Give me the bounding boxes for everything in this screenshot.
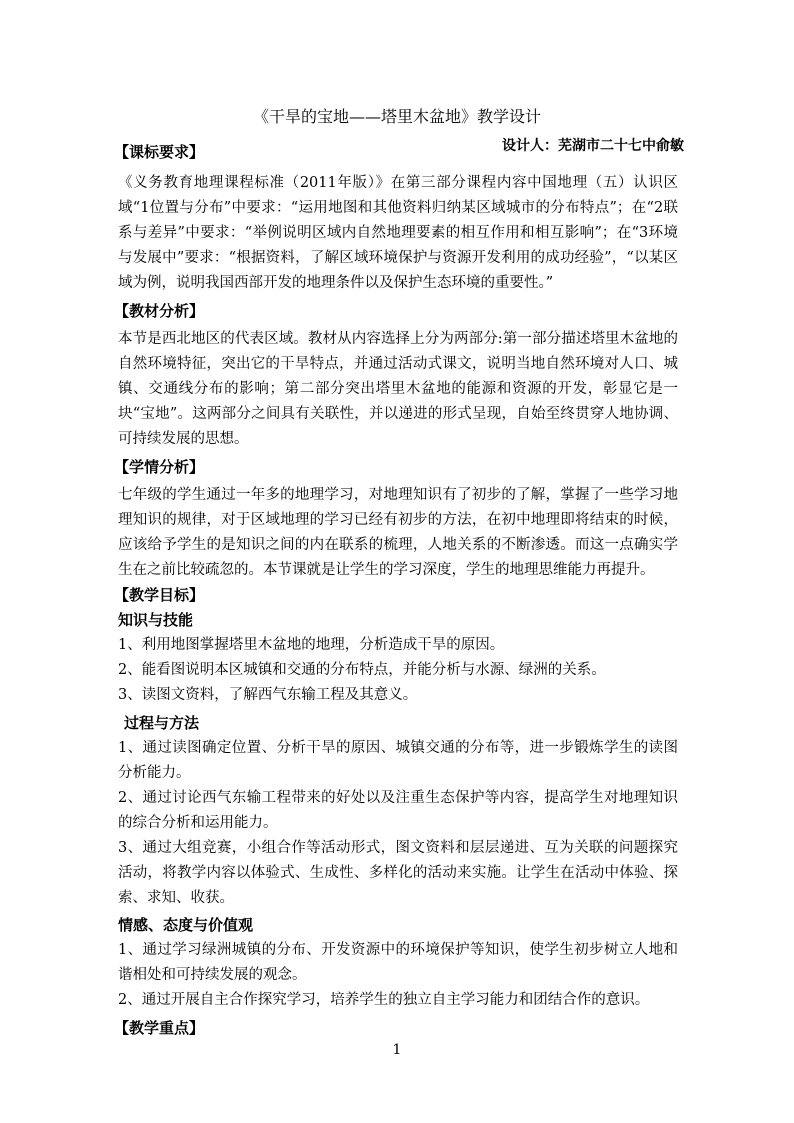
list-item: 1、通过读图确定位置、分析干旱的原因、城镇交通的分布等，进一步锻炼学生的读图分析能力。 — [118, 740, 678, 781]
heading-mubiao: 【教学目标】 — [114, 586, 205, 604]
subheading-zhishi: 知识与技能 — [118, 611, 194, 629]
list-item: 2、能看图说明本区城镇和交通的分布特点，并能分析与水源、绿洲的关系。 — [118, 662, 606, 678]
paragraph-kebiao: 《义务教育地理课程标准（2011年版）》在第三部分课程内容中国地理（五）认识区域“1位置与分布”中要求：“运用地图和其他资料归纳某区域城市的分布特点”；在“2联系与差异”中要求：“举例说明区域内自然地理要素的相互作用和相互影响”；在“3环境与发展中”要求：“根据资料，了解区域环境保护与资源开发利用的成功经验”，“以某区域为例，说明我国西部开发的地理条件以及保护生态环境的重要性。” — [118, 175, 678, 291]
list-item: 1、通过学习绿洲城镇的分布、开发资源中的环境保护等知识，使学生初步树立人地和谐相处和可持续发展的观念。 — [118, 942, 678, 983]
subheading-qinggan: 情感、态度与价值观 — [118, 916, 254, 934]
list-item: 2、通过讨论西气东输工程带来的好处以及注重生态保护等内容，提高学生对地理知识的综合分析和运用能力。 — [118, 790, 678, 831]
heading-kebiao: 【课标要求】 — [114, 143, 205, 161]
paragraph-jiaocai: 本节是西北地区的代表区域。教材从内容选择上分为两部分:第一部分描述塔里木盆地的自然环境特征，突出它的干旱特点，并通过活动式课文，说明当地自然环境对人口、城镇、交通线分布的影响；第二部分突出塔里木盆地的能源和资源的开发，彰显它是一块“宝地”。这两部分之间具有关联性，并以递进的形式呈现，自始至终贯穿人地协调、可持续发展的思想。 — [118, 331, 678, 447]
subheading-guocheng: 过程与方法 — [124, 714, 200, 732]
list-item: 1、利用地图掌握塔里木盆地的地理，分析造成干旱的原因。 — [118, 637, 505, 653]
page-number: 1 — [392, 1042, 402, 1058]
document-title: 《干旱的宝地——塔里木盆地》教学设计 — [252, 107, 541, 126]
paragraph-xueqing: 七年级的学生通过一年多的地理学习，对地理知识有了初步的了解，掌握了一些学习地理知识的规律，对于区域地理的学习已经有初步的方法，在初中地理即将结束的时候，应该给予学生的是知识之间的内在联系的梳理，人地关系的不断渗透。而这一点确实学生在之前比较疏忽的。本节课就是让学生的学习深度，学生的地理思维能力再提升。 — [118, 487, 678, 578]
author-line: 设计人：芜湖市二十七中俞敏 — [502, 138, 684, 154]
list-item: 2、通过开展自主合作探究学习，培养学生的独立自主学习能力和团结合作的意识。 — [118, 992, 650, 1008]
list-item: 3、通过大组竞赛，小组合作等活动形式，图文资料和层层递进、互为关联的问题探究活动，将教学内容以体验式、生成性、多样化的活动来实施。让学生在活动中体验、探索、求知、收获。 — [118, 840, 678, 906]
list-item: 3、读图文资料，了解西气东输工程及其意义。 — [118, 687, 418, 703]
heading-xueqing: 【学情分析】 — [114, 458, 205, 476]
heading-jiaocai: 【教材分析】 — [114, 302, 205, 320]
heading-zhongdian: 【教学重点】 — [114, 1019, 205, 1037]
document-body — [114, 140, 678, 1041]
